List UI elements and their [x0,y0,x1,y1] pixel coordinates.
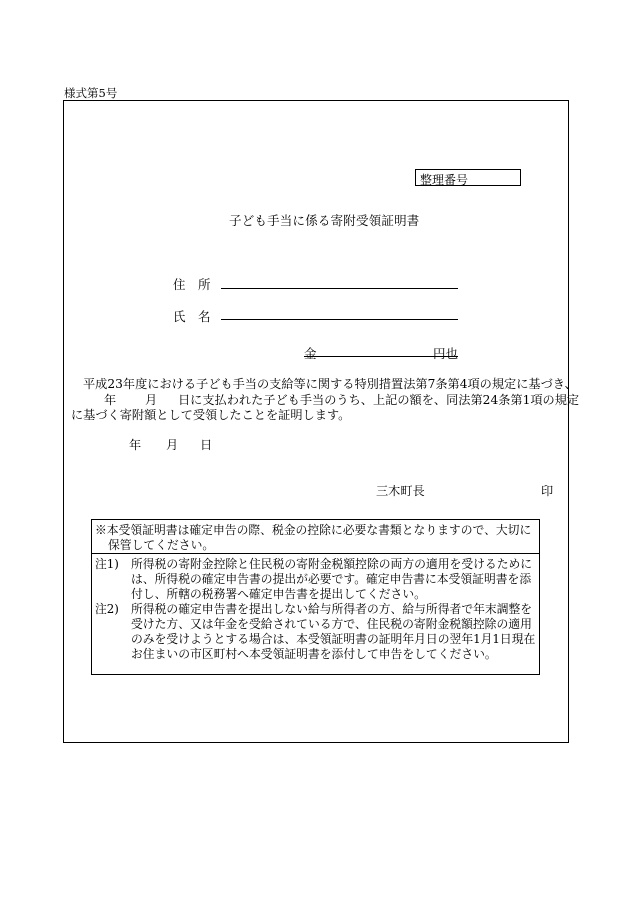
body-text-line-1: 平成23年度における子ども手当の支給等に関する特別措置法第7条第4項の規定に基づき、 [83,377,577,391]
amount-suffix: 円也 [433,346,459,361]
body-month-label: 月 [145,393,158,407]
name-label-char-2: 名 [198,309,211,324]
note-2-line: のみを受けようとする場合は、本受領証明書の証明年月日の翌年1月1日現在 [131,632,536,646]
note-2-line: 受けた方、又は年金を受給されている方で、住民税の寄附金税額控除の適用 [131,617,532,631]
name-field-line [221,319,458,320]
name-label-char-1: 氏 [173,309,186,324]
issuer-title: 三木町長 [376,484,425,498]
amount-field-line [304,356,458,357]
notes-lead-line-1: ※本受領証明書は確定申告の際、税金の控除に必要な書類となりますので、大切に [95,523,532,537]
serial-number-label: 整理番号 [420,173,469,187]
note-1-line: は、所得税の確定申告書の提出が必要です。確定申告書に本受領証明書を添 [131,572,532,586]
body-year-label: 年 [104,393,117,407]
note-1-line: 付し、所轄の税務署へ確定申告書を提出してください。 [131,587,426,601]
body-text-line-3: に基づく寄附額として受領したことを証明します。 [71,408,351,422]
date-day-label: 日 [200,438,213,452]
note-1-line: 所得税の寄附金控除と住民税の寄附金税額控除の両方の適用を受けるために [131,557,533,571]
date-year-label: 年 [129,438,142,452]
note-2-label: 注2) [95,602,119,616]
form-number: 様式第5号 [64,86,118,100]
note-2-line: お住まいの市区町村へ本受領証明書を添付して申告をしてください。 [131,647,497,661]
address-label-char-2: 所 [198,277,211,292]
note-2-line: 所得税の確定申告書を提出しない給与所得者の方、給与所得者で年末調整を [131,602,533,616]
amount-prefix: 金 [304,346,317,361]
note-1-label: 注1) [95,557,119,571]
date-month-label: 月 [166,438,179,452]
document-title: 子ども手当に係る寄附受領証明書 [229,213,420,228]
address-label-char-1: 住 [173,277,186,292]
seal-mark: 印 [541,484,554,498]
body-text-line-2: 日に支払われた子ども手当のうち、上記の額を、同法第24条第1項の規定 [178,393,580,407]
notes-lead-line-2: 保管してください。 [108,538,215,552]
notes-divider [91,553,540,554]
address-field-line [221,288,458,289]
